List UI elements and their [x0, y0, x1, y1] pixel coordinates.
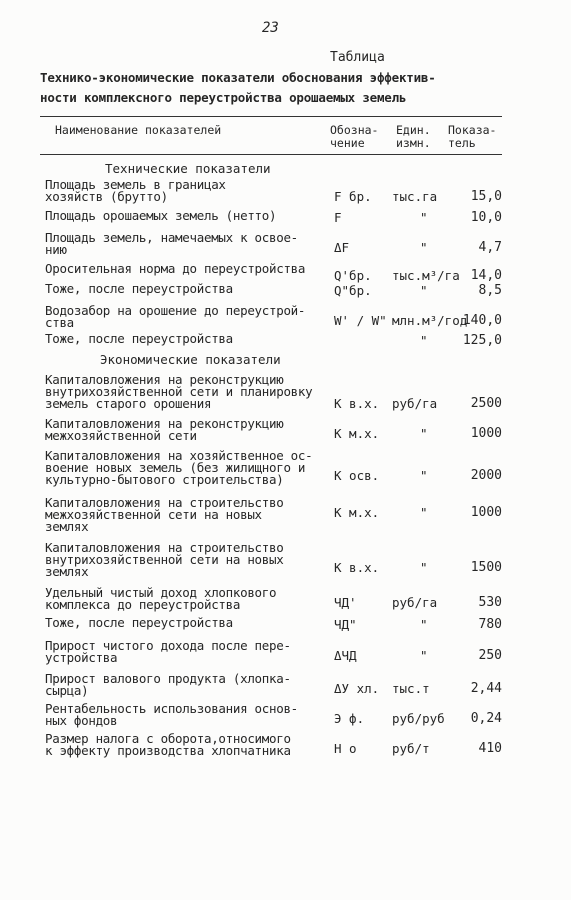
indicator-name	[45, 640, 291, 664]
indicator-name-line: внутрихозяйственной сети и планировку	[45, 384, 313, 399]
indicator-value: 2,44	[470, 681, 502, 696]
indicator-name-line: сырца)	[45, 683, 89, 698]
indicator-symbol: К в.х.	[334, 396, 380, 411]
indicator-value: 125,0	[462, 333, 502, 348]
indicator-symbol: ΔЧД	[334, 648, 357, 663]
indicator-name-line: Прирост валового продукта (хлопка-	[45, 671, 291, 686]
header-name: Наименование показателей	[55, 123, 222, 137]
indicator-symbol: ЧД'	[334, 595, 357, 610]
indicator-name-line: землях	[45, 519, 89, 534]
indicator-name-line: нию	[45, 242, 67, 257]
table-title-line-2: ности комплексного переустройства орошаемых земель	[40, 90, 407, 105]
indicator-name	[45, 497, 283, 533]
indicator-symbol: ΔF	[334, 240, 350, 255]
indicator-unit: руб/га	[392, 595, 438, 610]
indicator-value: 4,7	[478, 240, 502, 255]
indicator-name-line: Капиталовложения на реконструкцию	[45, 416, 284, 431]
indicator-name-line: к эффекту производства хлопчатника	[45, 743, 291, 758]
indicator-name-line: землях	[45, 564, 89, 579]
indicator-symbol: F бр.	[334, 189, 372, 204]
indicator-unit: "	[420, 426, 428, 441]
indicator-value: 2500	[470, 396, 502, 411]
indicator-name-line: Тоже, после переустройства	[45, 281, 233, 296]
indicator-unit: "	[420, 648, 428, 663]
indicator-name	[45, 673, 291, 697]
indicator-symbol: К м.х.	[334, 505, 380, 520]
indicator-symbol: К осв.	[334, 468, 380, 483]
indicator-name	[45, 283, 233, 295]
header-unit: Един. измн.	[396, 123, 431, 150]
indicator-name-line: Тоже, после переустройства	[45, 615, 233, 630]
indicator-value: 0,24	[470, 711, 502, 726]
indicator-name-line: ных фондов	[45, 713, 118, 728]
indicator-unit: руб/га	[392, 396, 438, 411]
indicator-value: 250	[478, 648, 502, 663]
indicator-name	[45, 450, 312, 486]
indicator-name	[45, 305, 305, 329]
indicator-value: 8,5	[478, 283, 502, 298]
section-economic: Экономические показатели	[100, 352, 281, 367]
indicator-unit: тыс.т	[392, 681, 430, 696]
indicator-name-line: Размер налога с оборота,относимого	[45, 731, 291, 746]
indicator-name	[45, 733, 291, 757]
indicator-name	[45, 418, 283, 442]
indicator-name	[45, 333, 233, 345]
indicator-name-line: внутрихозяйственной сети на новых	[45, 552, 284, 567]
indicator-unit: тыс.га	[392, 189, 438, 204]
indicator-name-line: межхозяйственной сети на новых	[45, 507, 262, 522]
indicator-symbol: F	[334, 210, 342, 225]
indicator-name	[45, 542, 283, 578]
indicator-name	[45, 617, 233, 629]
indicator-value: 1000	[470, 426, 502, 441]
indicator-name-line: Оросительная норма до переустройства	[45, 261, 306, 276]
indicator-value: 2000	[470, 468, 502, 483]
indicator-unit: "	[420, 210, 428, 225]
indicator-symbol: Q"бр.	[334, 283, 372, 298]
indicator-name-line: межхозяйственной сети	[45, 428, 197, 443]
indicator-unit: "	[420, 468, 428, 483]
indicator-name-line: культурно-бытового строительства)	[45, 472, 284, 487]
indicator-name-line: устройства	[45, 650, 118, 665]
indicator-unit: руб/руб	[392, 711, 445, 726]
indicator-unit: "	[420, 505, 428, 520]
indicator-name-line: воение новых земель (без жилищного и	[45, 460, 306, 475]
indicator-name-line: Удельный чистый доход хлопкового	[45, 585, 277, 600]
indicator-name-line: Площадь земель в границах	[45, 177, 226, 192]
indicator-name	[45, 210, 276, 222]
indicator-unit: руб/т	[392, 741, 430, 756]
indicator-value: 10,0	[470, 210, 502, 225]
header-symbol: Обозна- чение	[330, 123, 379, 150]
indicator-name	[45, 232, 298, 256]
indicator-value: 140,0	[462, 313, 502, 328]
indicator-name-line: Капиталовложения на строительство	[45, 495, 284, 510]
indicator-name	[45, 179, 226, 203]
indicator-name-line: Капиталовложения на хозяйственное ос-	[45, 448, 313, 463]
header-bottom-rule	[40, 154, 502, 155]
indicator-symbol: К м.х.	[334, 426, 380, 441]
indicator-symbol: ЧД"	[334, 617, 357, 632]
indicator-symbol: W' / W"	[334, 313, 387, 328]
indicator-name-line: земель старого орошения	[45, 396, 212, 411]
indicator-symbol: Э ф.	[334, 711, 365, 726]
indicator-symbol: Н о	[334, 741, 357, 756]
header-top-rule	[40, 116, 502, 117]
indicator-name-line: Площадь орошаемых земель (нетто)	[45, 208, 277, 223]
indicator-unit: "	[420, 240, 428, 255]
indicator-name	[45, 703, 298, 727]
indicator-value: 14,0	[470, 268, 502, 283]
indicator-unit: "	[420, 617, 428, 632]
indicator-name	[45, 587, 276, 611]
indicator-value: 1000	[470, 505, 502, 520]
indicator-value: 410	[478, 741, 502, 756]
indicator-name-line: комплекса до переустройства	[45, 597, 241, 612]
indicator-name-line: Тоже, после переустройства	[45, 331, 233, 346]
indicator-name-line: Площадь земель, намечаемых к освое-	[45, 230, 298, 245]
indicator-name-line: Прирост чистого дохода после пере-	[45, 638, 291, 653]
indicator-unit: "	[420, 560, 428, 575]
indicator-unit: тыс.м³/га	[392, 268, 460, 283]
indicator-name-line: Капиталовложения на строительство	[45, 540, 284, 555]
indicator-unit: млн.м³/год	[392, 313, 468, 328]
page-number: 23	[262, 20, 279, 36]
table-title-line-1: Технико-экономические показатели обоснования эффектив-	[40, 70, 436, 85]
indicator-unit: "	[420, 333, 428, 348]
indicator-value: 530	[478, 595, 502, 610]
indicator-symbol: Q'бр.	[334, 268, 372, 283]
indicator-name-line: хозяйств (брутто)	[45, 189, 168, 204]
indicator-name-line: Водозабор на орошение до переустрой-	[45, 303, 306, 318]
indicator-name	[45, 374, 312, 410]
indicator-name-line: Капиталовложения на реконструкцию	[45, 372, 284, 387]
indicator-name-line: ства	[45, 315, 74, 330]
header-value: Показа- тель	[448, 123, 497, 150]
section-technical: Технические показатели	[105, 161, 271, 176]
indicator-value: 780	[478, 617, 502, 632]
indicator-symbol: К в.х.	[334, 560, 380, 575]
indicator-value: 1500	[470, 560, 502, 575]
table-label: Таблица	[330, 50, 385, 65]
indicator-name	[45, 263, 305, 275]
indicator-unit: "	[420, 283, 428, 298]
indicator-value: 15,0	[470, 189, 502, 204]
indicator-name-line: Рентабельность использования основ-	[45, 701, 298, 716]
indicator-symbol: ΔУ хл.	[334, 681, 380, 696]
